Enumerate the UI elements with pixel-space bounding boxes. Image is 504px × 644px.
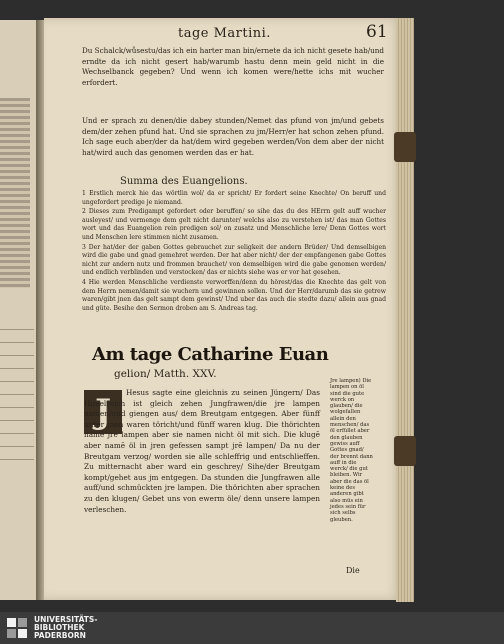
summa-item: 2 Dieses zum Predigampt gefordert oder beruffen/ so sihe das du des HErrn gelt auff wucher ausleyest/ und vermenge dem gelt nicht darunter/ welchs also zu verstehen ist/ das man Gottes wort und das Euangelion rein predigen sol/ on zusatz und Menschliche lere/ Denn Gottes wort und Menschen lere stimmen nicht zusamen. xyxy=(82,208,386,241)
library-name xyxy=(34,616,97,641)
feast-heading: Am tage Catharine Euan xyxy=(92,344,329,365)
paragraph-2: Und er sprach zu denen/die dabey stunden/Nemet das pfund von jm/und gebets dem/der zehen pfund hat. Und sie sprachen zu jm/Herr/er hat schon zehen pfund. Ich sage euch aber/der da hat/dem wird gegeben werden/Von dem aber der nicht hat/wird auch das genomen werden das er hat. xyxy=(82,116,384,157)
library-logo-icon xyxy=(6,617,28,639)
running-header: tage Martini. xyxy=(178,26,271,41)
left-page-text-fragment xyxy=(0,320,34,470)
margin-gloss: Jre lampen) Die lampen on öl sind die gute werck on glauben/ die wolgefallen allein den menschen/ das öl erfüllet aber den glauben gewiss auff Gottes gnad/ der brennt dann auff in die werck/ die gut bleiben. Wir aber die das öl keine des anderen gibt also müs ein jedes sein für sich selbs gleuben. xyxy=(330,378,373,523)
gospel-body: Hesus sagte eine gleichnis zu seinen Jüngern/ Das Himelreich ist gleich zehen Jungfrawen/die jre lampen namen/und giengen aus/ dem Breutgam entgegen. Aber fünff unter jnen waren töricht/und fünff waren klug. Die thörichten namē jre lampen aber sie namen nicht öl mit sich. Die klugē aber namē öl in jren gefessen sampt jrē lampen/ Da nu der Breutgam verzog/ worden sie alle schleffrig und entschlieffen. Zu mitternacht aber ward ein geschrey/ Sihe/der Breutgam kompt/gehet aus jm entgegen. Da stunden die Jungfrawen alle auff/und schmückten jre lampen. Die thörichten aber sprachen zu den klugen/ Gebet uns von ewerm öle/ denn unsere lampen verleschen. xyxy=(84,388,320,514)
summa-item: 3 Der hat/der der gaben Gottes gebrauchet zur seligkeit der andern Brüder/ Und demselbigen wird die gabe und gnad gemehret werden. Der hat aber nicht/ der der empfangenen gabe Gottes nicht zur andern nutz und frommen brauchet/ von demselbigen wird die gabe genomen werden/ und endlich verblinden und verstocken/ das er nichts siehe was er vor hat gesehen. xyxy=(82,243,386,277)
library-name-line1: UNIVERSITÄTS- xyxy=(34,615,98,624)
paragraph-1: Du Schalck/wůsestu/das ich ein harter man bin/ernete da ich nicht gesete hab/und erndte da ich nicht gesert hab/warumb hastu denn mein geld nicht in die Wechselbanck gegeben? Und wenn ich komen were/hette ichs mit wucher erfordert. xyxy=(82,46,384,87)
summa-list xyxy=(82,190,386,314)
decorated-initial: J xyxy=(84,390,122,434)
library-name-line3: PADERBORN xyxy=(34,631,86,641)
catchword: Die xyxy=(346,566,360,575)
summa-item: 4 Hie werden Menschliche verdienste verworffen/denn du hörest/das die Knechte das gelt von dem Herrn nemen/damit sie wuchern und gewinnen sollen. Und der Herr/darumb das sie getrew waren/gibt jnen das gelt sampt dem gewinst/ Und uber das auch die stedte dazu/ allein aus gnad und güte. Besihe den Sermon droben am S. Andreas tag. xyxy=(82,278,386,312)
left-page-edge xyxy=(0,20,40,600)
book-clasp-upper xyxy=(394,132,416,162)
page-block-edge xyxy=(396,18,414,602)
library-name-line2: BIBLIOTHEK xyxy=(34,623,85,633)
left-page-woodcut xyxy=(0,98,30,288)
page-number: 61 xyxy=(366,22,388,42)
summa-heading: Summa des Euangelions. xyxy=(120,176,248,187)
book-clasp-lower xyxy=(394,436,416,466)
summa-item: 1 Erstlich merck hie das wörtlin wol/ da er spricht/ Er fordert seine Knechte/ On beruff und ungefordert predige je niemand. xyxy=(82,190,386,206)
gospel-text xyxy=(84,388,320,515)
feast-subheading: gelion/ Matth. XXV. xyxy=(114,368,217,380)
